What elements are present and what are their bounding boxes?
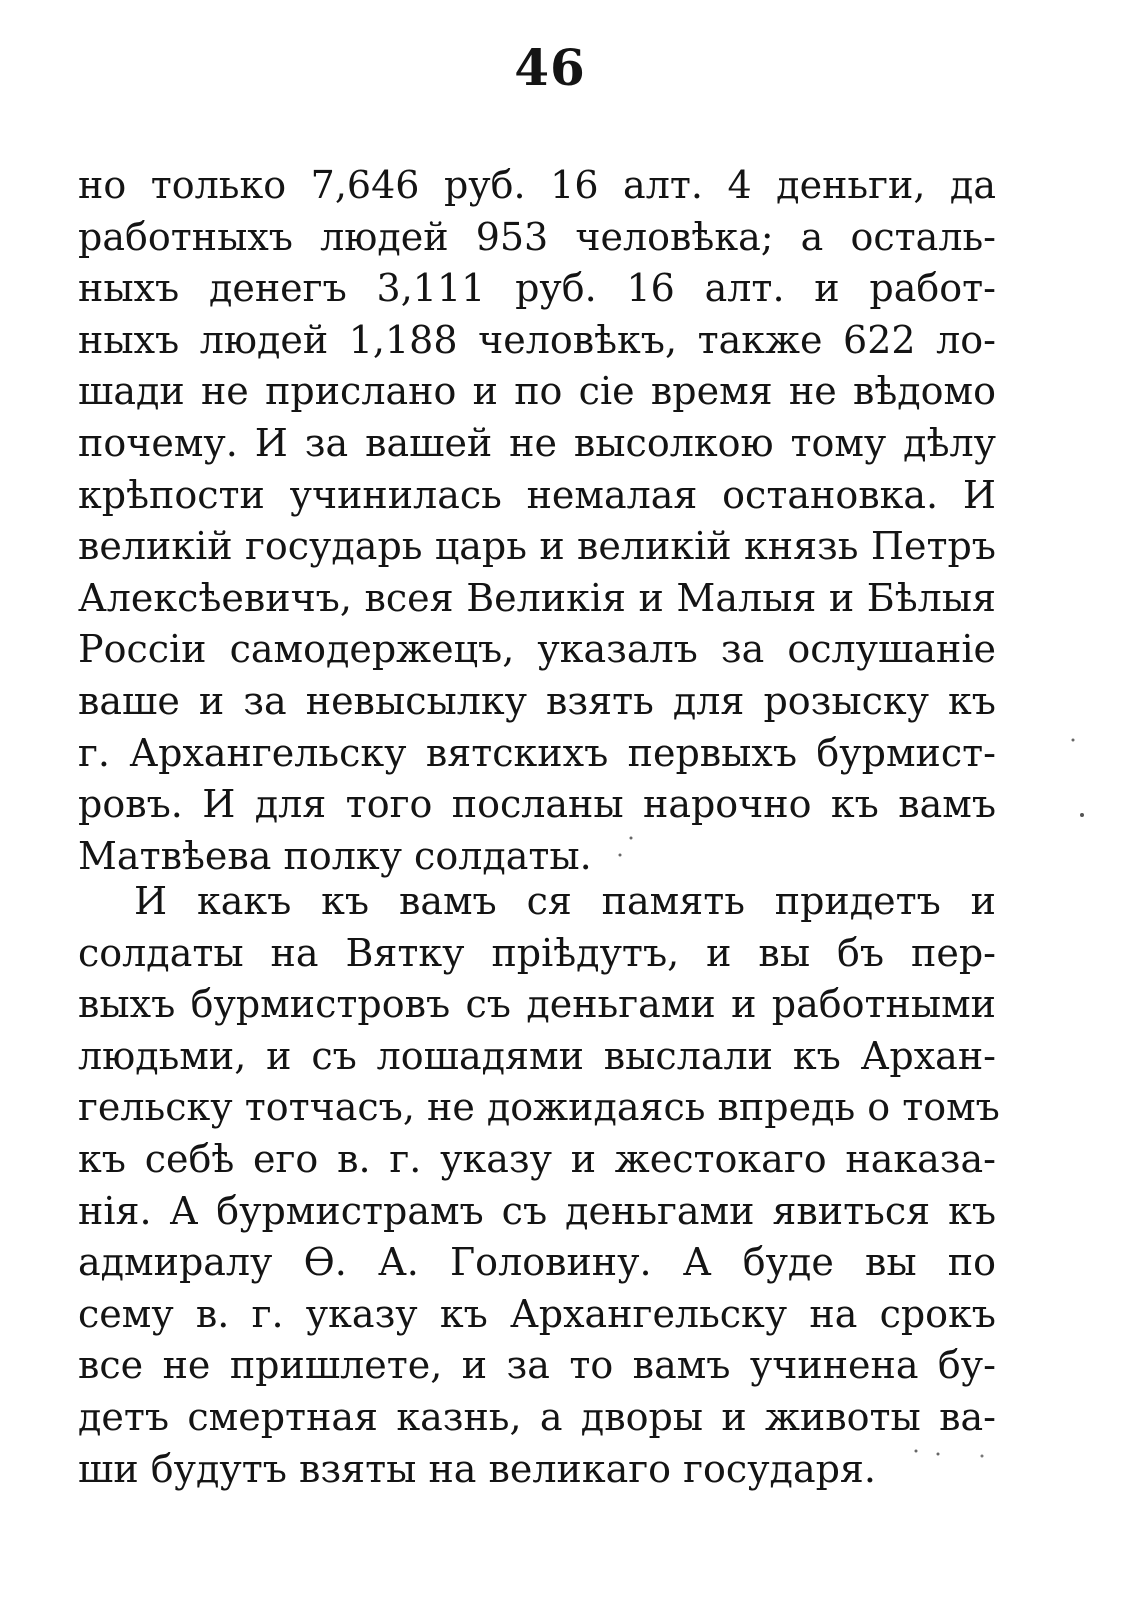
- text-line: г. Архангельску вятскихъ первыхъ бурмист-: [78, 730, 996, 775]
- text-line: ныхъ денегъ 3,111 руб. 16 алт. и работ-: [78, 266, 996, 311]
- text-line: ши будутъ взяты на великаго государя.: [78, 1446, 876, 1491]
- text-line: солдаты на Вятку пріѣдутъ, и вы бъ пер-: [78, 930, 996, 975]
- scan-speck: [1072, 739, 1075, 742]
- text-line: ваше и за невысылку взять для розыску къ: [78, 678, 996, 723]
- text-line: великій государь царь и великій князь Петръ: [78, 524, 996, 569]
- text-line: шади не прислано и по сіе время не вѣдомо: [78, 369, 996, 414]
- text-line: Матвѣева полку солдаты.: [78, 833, 592, 878]
- text-line: адмиралу Ѳ. А. Головину. А буде вы по: [78, 1240, 996, 1285]
- text-line: детъ смертная казнь, а дворы и животы ва-: [78, 1394, 996, 1439]
- text-line: все не пришлете, и за то вамъ учинена бу-: [78, 1343, 996, 1388]
- scan-speck: [1080, 813, 1084, 817]
- text-line: но только 7,646 руб. 16 алт. 4 деньги, да: [78, 163, 996, 207]
- text-line: работныхъ людей 953 человѣка; а осталь-: [78, 214, 996, 259]
- text-line: ныхъ людей 1,188 человѣкъ, также 622 ло-: [78, 317, 996, 362]
- text-line: И какъ къ вамъ ся память придетъ и: [134, 879, 996, 923]
- text-line: Алексѣевичъ, всея Великія и Малыя и Бѣлыя: [78, 575, 996, 620]
- text-line: почему. И за вашей не высолкою тому дѣлу: [78, 420, 996, 465]
- text-line: гельску тотчасъ, не дожидаясь впредь о томъ: [78, 1085, 1000, 1130]
- paragraph-2: [78, 876, 1000, 1495]
- text-line: сему в. г. указу къ Архангельску на срокъ: [78, 1291, 996, 1336]
- paragraph-1: [78, 160, 996, 882]
- text-line: крѣпости учинилась немалая остановка. И: [78, 472, 996, 517]
- text-line: къ себѣ его в. г. указу и жестокаго наказа-: [78, 1136, 996, 1181]
- text-line: людьми, и съ лошадями выслали къ Архан-: [78, 1033, 996, 1078]
- text-line: нія. А бурмистрамъ съ деньгами явиться къ: [78, 1188, 996, 1233]
- text-line: выхъ бурмистровъ съ деньгами и работными: [78, 982, 996, 1027]
- page-number: 46: [514, 38, 586, 97]
- text-line: Россіи самодержецъ, указалъ за ослушаніе: [78, 627, 996, 672]
- text-line: ровъ. И для того посланы нарочно къ вамъ: [78, 782, 996, 827]
